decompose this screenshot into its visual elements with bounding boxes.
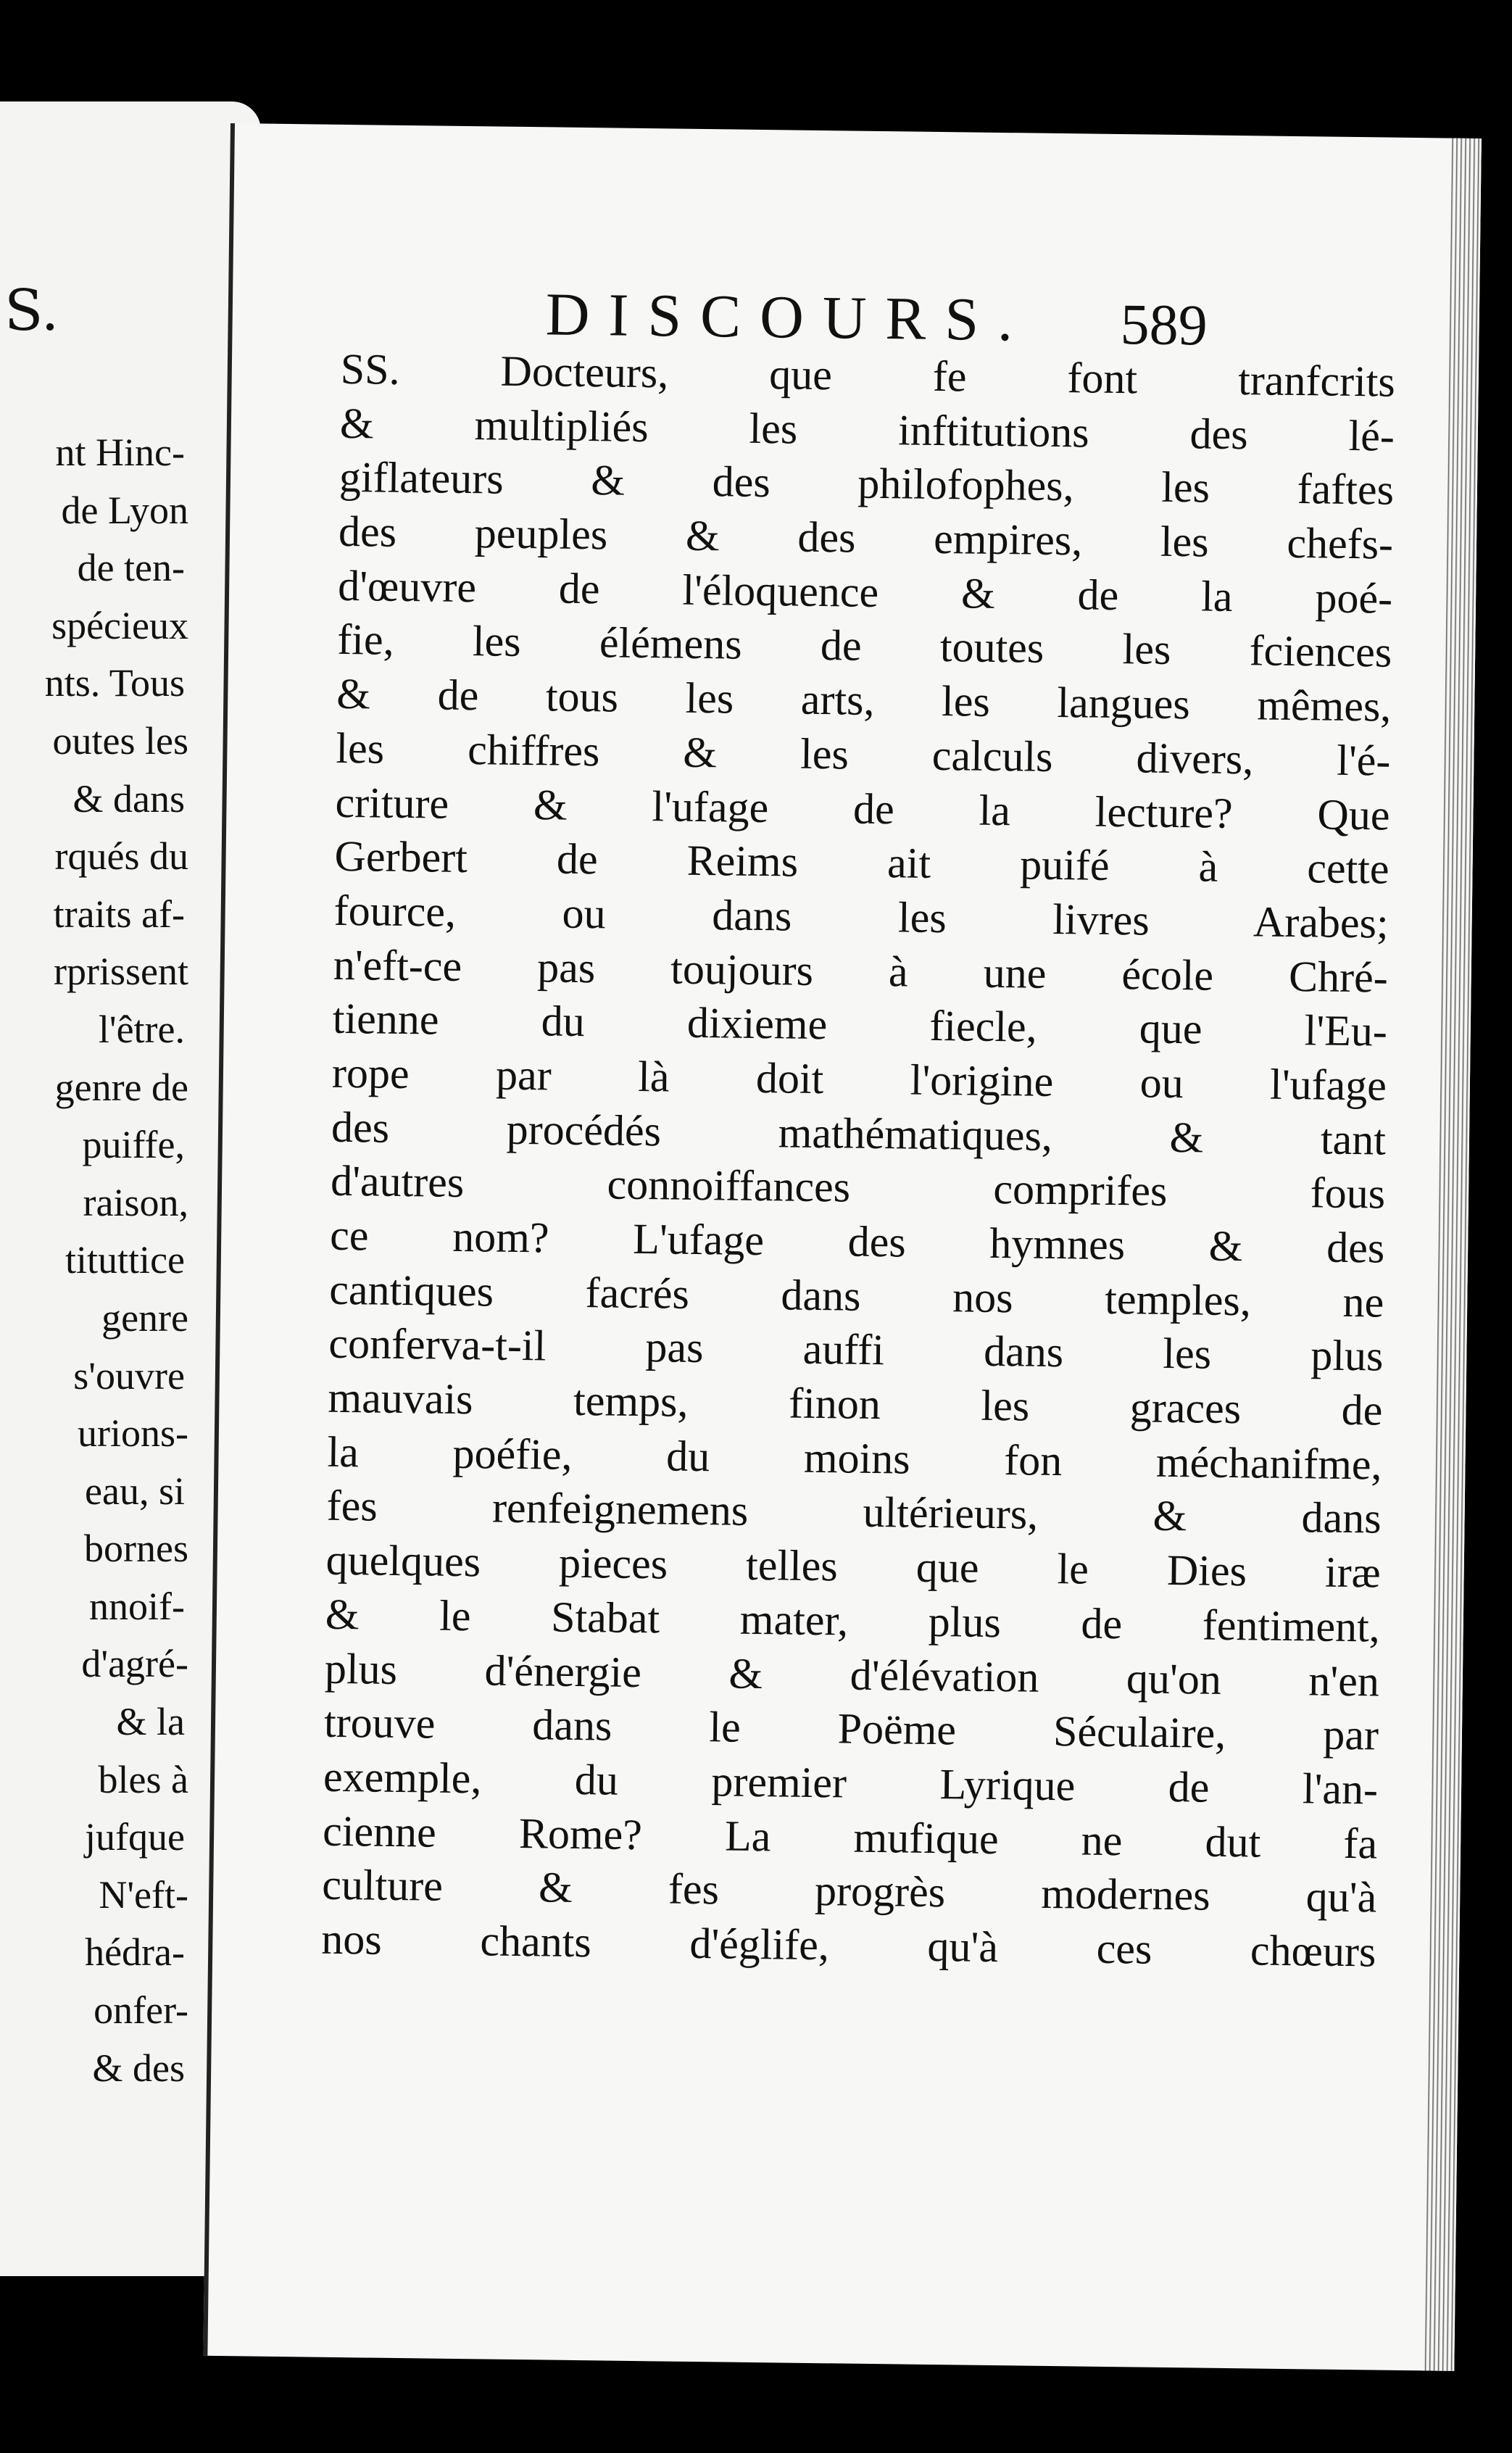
text-line: & multipliés les inftitutions des lé- (339, 399, 1395, 460)
text-line: traits af- (53, 892, 185, 936)
text-line: onfer- (94, 1988, 188, 2033)
text-line: SS. Docteurs, que fe font tranfcrits (340, 344, 1396, 406)
text-line: bles à (98, 1757, 188, 1801)
page-number: 589 (1120, 293, 1208, 358)
text-line: exemple, du premier Lyrique de l'an- (323, 1752, 1379, 1814)
text-line: & des (92, 2046, 185, 2090)
text-line: la poéfie, du moins fon méchanifme, (327, 1427, 1382, 1489)
text-line: tienne du dixieme fiecle, que l'Eu- (332, 995, 1388, 1055)
text-line: spécieux (51, 603, 188, 647)
text-line: raison, (83, 1180, 188, 1224)
text-line: nnoif- (89, 1584, 185, 1628)
text-line: genre de (54, 1065, 188, 1109)
text-line: & de tous les arts, les langues mêmes, (336, 669, 1392, 731)
text-line: mauvais temps, finon les graces de (328, 1373, 1383, 1435)
text-line: bornes (84, 1527, 188, 1571)
text-line: n'eft-ce pas toujours à une école Chré- (333, 940, 1389, 1002)
text-line: cienne Rome? La mufique ne dut fa (322, 1806, 1378, 1868)
text-line: rope par là doit l'origine ou l'ufage (331, 1048, 1387, 1110)
current-page (203, 123, 1481, 2371)
text-line: genre (101, 1295, 188, 1340)
text-line: s'ouvre (73, 1353, 185, 1398)
text-line: d'autres connoiffances comprifes fous (330, 1157, 1386, 1218)
text-line: conferva-t-il pas auffi dans les plus (328, 1319, 1384, 1380)
text-line: quelques pieces telles que le Dies iræ (325, 1535, 1382, 1597)
text-line: des peuples & des empires, les chefs- (338, 507, 1394, 568)
text-line: des procédés mathématiques, & tant (331, 1103, 1387, 1164)
text-line: Gerbert de Reims ait puifé à cette (334, 832, 1390, 893)
text-line: culture & fes progrès modernes qu'à (321, 1860, 1377, 1922)
text-line: urions- (78, 1411, 188, 1456)
page-edge-stack (1422, 138, 1482, 2371)
page-body-text (321, 342, 1395, 1979)
text-line: criture & l'ufage de la lecture? Que (335, 778, 1390, 839)
text-line: d'œuvre de l'éloquence & de la poé- (337, 561, 1393, 623)
text-line: ce nom? L'ufage des hymnes & des (329, 1211, 1385, 1272)
text-line: eau, si (85, 1469, 185, 1513)
text-line: trouve dans le Poëme Séculaire, par (323, 1698, 1379, 1759)
text-line: fie, les élémens de toutes les fciences (336, 615, 1392, 677)
text-line: de Lyon (61, 488, 188, 532)
text-line: outes les (52, 718, 188, 763)
text-line: nts. Tous (44, 661, 185, 705)
text-line: rprissent (54, 950, 188, 994)
text-line: jufque (85, 1815, 185, 1859)
text-line: cantiques facrés dans nos temples, ne (328, 1265, 1384, 1327)
text-line: l'être. (98, 1007, 185, 1051)
text-line: & dans (72, 776, 185, 821)
text-line: rqués du (54, 834, 188, 879)
text-line: N'eft- (99, 1872, 188, 1917)
running-title: DISCOURS. (545, 281, 1032, 354)
text-line: fource, ou dans les livres Arabes; (333, 886, 1390, 947)
text-line: & la (116, 1700, 185, 1744)
text-line: d'agré- (81, 1642, 188, 1686)
text-line: & le Stabat mater, plus de fentiment, (325, 1590, 1381, 1651)
text-line: nos chants d'églife, qu'à ces chœurs (321, 1914, 1376, 1976)
text-line: puiffe, (82, 1123, 185, 1167)
text-line: fes renfeignemens ultérieurs, & dans (326, 1482, 1382, 1543)
text-line: les chiffres & les calculs divers, l'é- (336, 723, 1391, 785)
text-line: nt Hinc- (55, 431, 185, 474)
previous-page-header-fragment: S. (4, 278, 59, 344)
text-line: giflateurs & des philofophes, les faftes (338, 453, 1395, 515)
text-line: plus d'énergie & d'élévation qu'on n'en (324, 1644, 1380, 1706)
text-line: tituttice (65, 1238, 185, 1282)
text-line: hédra- (85, 1930, 185, 1975)
text-line: de ten- (77, 546, 185, 590)
